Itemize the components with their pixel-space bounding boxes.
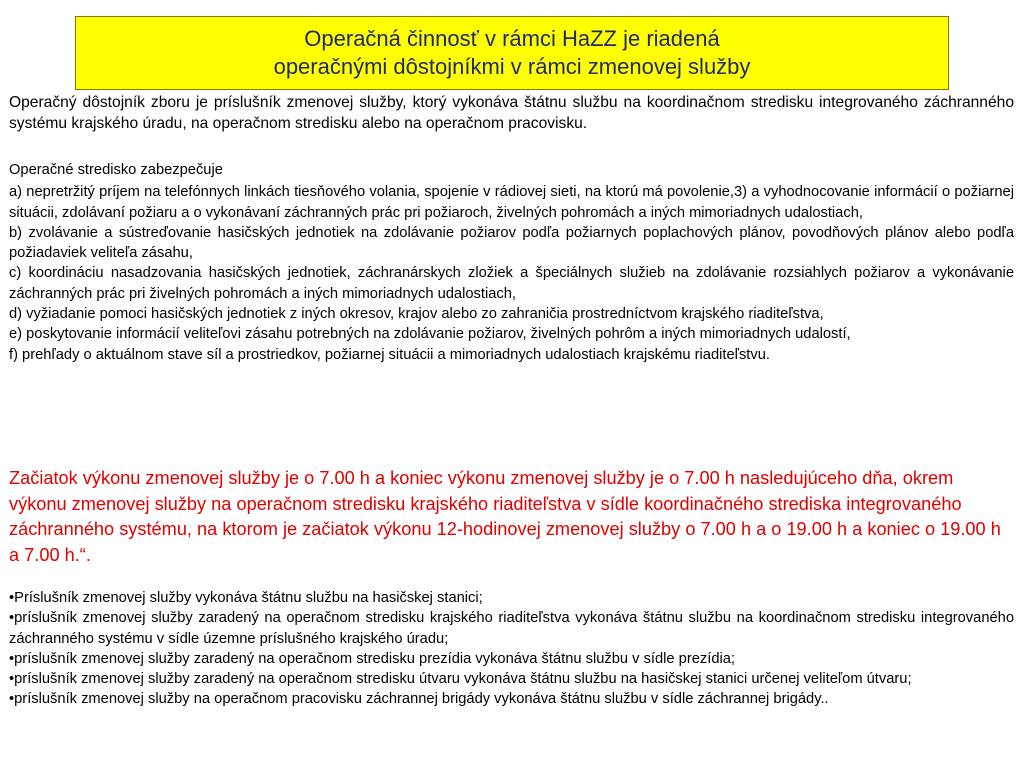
- bullet-item: •príslušník zmenovej služby zaradený na operačnom stredisku prezídia vykonáva štátnu službu v sídle prezídia;: [9, 650, 736, 667]
- list-item: b) zvolávanie a sústreďovanie hasičských jednotiek na zdolávanie požiarov podľa požiarnych poplachových plánov, povodňových plánov alebo podľa požiadaviek veliteľa zásahu,: [9, 224, 1014, 262]
- list-item: c) koordináciu nasadzovania hasičských jednotiek, záchranárskych zložiek a špeciálnych služieb na zdolávanie rozsiahlych požiarov a vykonávanie záchranných prác pri živelných pohromách a iných mimoriadnych udalostiach,: [9, 265, 1014, 302]
- slide-title-line-1: Operačná činnosť v rámci HaZZ je riadená: [304, 26, 720, 51]
- bullet-list: [9, 588, 1014, 710]
- list-item: e) poskytovanie informácií veliteľovi zásahu potrebných na zdolávanie požiarov, živelných pohrôm a iných mimoriadnych udalostí,: [9, 326, 851, 343]
- section-heading: Operačné stredisko zabezpečuje: [9, 162, 223, 178]
- operations-center-section: [9, 160, 1014, 365]
- bullet-item: •Príslušník zmenovej služby vykonáva štátnu službu na hasičskej stanici;: [9, 590, 483, 606]
- slide-title-box: [75, 16, 949, 90]
- shift-time-note: Začiatok výkonu zmenovej služby je o 7.00 h a koniec výkonu zmenovej služby je o 7.00 h nasledujúceho dňa, okrem výkonu zmenovej služby na operačnom stredisku krajského riaditeľstva v sídle koordinačného strediska integrovaného záchranného systému, na ktorom je začiatok výkonu 12-hodinovej zmenovej služby o 7.00 h a o 19.00 h a koniec o 19.00 h a 7.00 h.“.: [9, 468, 1001, 565]
- bullet-item: •príslušník zmenovej služby zaradený na operačnom stredisku krajského riaditeľstva vykonáva štátnu službu na koordinačnom stredisku integrovaného záchranného systému v sídle územne príslušného krajského úradu;: [9, 610, 1014, 647]
- slide-title-line-2: operačnými dôstojníkmi v rámci zmenovej služby: [273, 54, 751, 79]
- bullet-item: •príslušník zmenovej služby zaradený na operačnom stredisku útvaru vykonáva štátnu službu na hasičskej stanici určenej veliteľom útvaru;: [9, 671, 912, 688]
- list-item: f) prehľady o aktuálnom stave síl a prostriedkov, požiarnej situácii a mimoriadnych udalostiach krajskému riaditeľstvu.: [9, 346, 770, 363]
- list-item: a) nepretržitý príjem na telefónnych linkách tiesňového volania, spojenie v rádiovej sieti, na ktorú má povolenie,3) a vyhodnocovanie informácií o požiarnej situácii, zdolávaní požiaru a o vykonávaní záchranných prác pri požiaroch, živelných pohromách a iných mimoriadnych udalostiach,: [9, 184, 1014, 221]
- intro-paragraph: Operačný dôstojník zboru je príslušník zmenovej služby, ktorý vykonáva štátnu službu na koordinačnom stredisku integrovaného záchranného systému krajského úradu, na operačnom stredisku alebo na operačnom pracovisku.: [9, 94, 1014, 132]
- list-item: d) vyžiadanie pomoci hasičských jednotiek z iných okresov, krajov alebo zo zahraničia prostredníctvom krajského riaditeľstva,: [9, 306, 824, 323]
- bullet-item: •príslušník zmenovej služby na operačnom pracovisku záchrannej brigády vykonáva štátnu službu v sídle záchrannej brigády..: [9, 691, 829, 708]
